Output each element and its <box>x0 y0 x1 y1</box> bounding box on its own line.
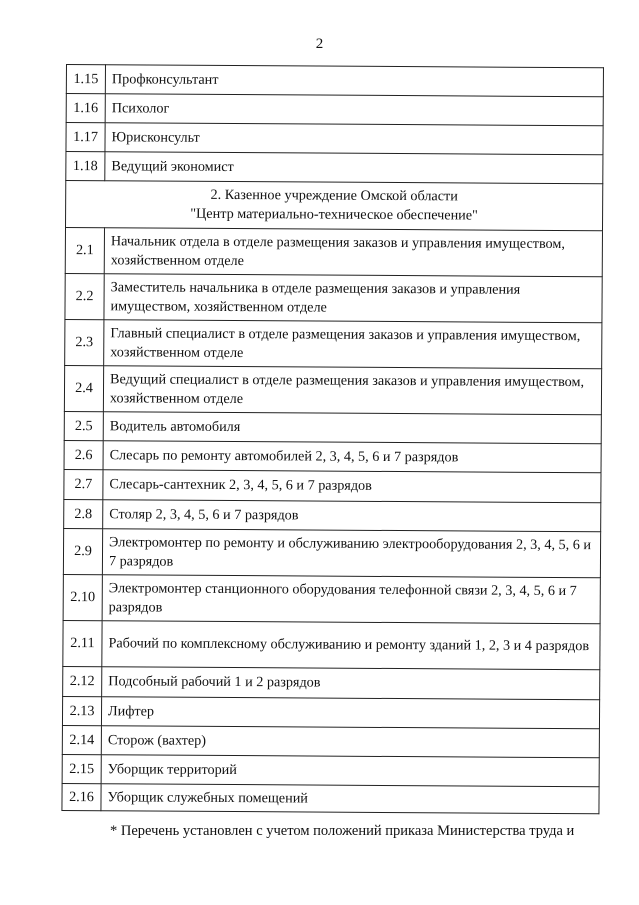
row-position-title: Электромонтер по ремонту и обслуживанию электрооборудования 2, 3, 4, 5, 6 и 7 разрядов <box>102 529 600 578</box>
table-row <box>65 319 602 368</box>
row-position-title: Подсобный рабочий 1 и 2 разрядов <box>102 667 600 700</box>
row-position-title: Слесарь по ремонту автомобилей 2, 3, 4, 5, 6 и 7 разрядов <box>103 441 601 473</box>
row-number: 2.6 <box>64 440 103 469</box>
row-position-title: Рабочий по комплексному обслуживанию и ремонту зданий 1, 2, 3 и 4 разрядов <box>102 621 600 670</box>
row-number: 2.2 <box>65 273 104 319</box>
row-position-title: Лифтер <box>101 697 599 729</box>
table-row <box>64 440 601 472</box>
row-number: 2.16 <box>62 783 101 810</box>
row-number: 2.4 <box>64 365 103 411</box>
row-position-title: Профконсультант <box>105 65 603 97</box>
row-number: 2.5 <box>64 411 103 440</box>
table-body-section-1 <box>66 65 604 184</box>
table-row <box>64 499 601 531</box>
table-row <box>62 725 599 757</box>
row-position-title: Уборщик служебных помещений <box>101 784 599 814</box>
row-position-title: Заместитель начальника в отделе размещения заказов и управления имуществом, хозяйственном отделе <box>104 274 602 323</box>
row-position-title: Начальник отдела в отделе размещения заказов и управления имуществом, хозяйственном отделе <box>104 228 602 277</box>
table-row <box>66 65 603 97</box>
table-row <box>63 666 600 699</box>
section-header-cell <box>66 181 603 231</box>
row-number: 2.8 <box>64 499 103 528</box>
row-number: 2.13 <box>62 696 101 725</box>
section-header-line1: 2. Казенное учреждение Омской области <box>210 186 458 205</box>
row-position-title: Уборщик территорий <box>101 755 599 787</box>
row-number: 2.15 <box>62 754 101 783</box>
row-position-title: Ведущий экономист <box>105 152 603 184</box>
table-row <box>66 152 603 184</box>
row-position-title: Юрисконсульт <box>105 123 603 155</box>
row-number: 1.15 <box>66 65 105 94</box>
row-number: 2.14 <box>62 725 101 754</box>
table-row <box>64 469 601 502</box>
section-header-line2: "Центр материально-техническое обеспечение" <box>190 205 478 224</box>
row-position-title: Ведущий специалист в отделе размещения заказов и управления имуществом, хозяйственном отделе <box>103 366 601 415</box>
row-number: 1.18 <box>66 152 105 181</box>
table-section-header <box>66 181 603 231</box>
table-row <box>63 528 600 577</box>
row-position-title: Психолог <box>105 94 603 126</box>
row-number: 2.1 <box>65 228 104 274</box>
table-row <box>62 783 599 813</box>
row-position-title: Главный специалист в отделе размещения заказов и управления имуществом, хозяйственном отделе <box>104 320 602 369</box>
table-row <box>66 94 603 126</box>
row-position-title: Столяр 2, 3, 4, 5, 6 и 7 разрядов <box>103 500 601 532</box>
table-row <box>63 574 600 623</box>
row-number: 2.12 <box>63 666 102 696</box>
row-number: 2.3 <box>65 319 104 365</box>
row-number: 2.9 <box>63 528 102 574</box>
table-row <box>62 696 599 728</box>
table-row <box>64 365 601 414</box>
row-position-title: Электромонтер станционного оборудования телефонной связи 2, 3, 4, 5, 6 и 7 разрядов <box>102 575 600 624</box>
table-row <box>65 228 602 277</box>
row-number: 2.11 <box>63 620 102 666</box>
row-position-title: Водитель автомобиля <box>103 412 601 444</box>
page-number: 2 <box>315 36 324 52</box>
row-number: 1.16 <box>66 94 105 123</box>
table-row <box>63 620 600 669</box>
row-number: 2.7 <box>64 469 103 499</box>
table-row <box>65 273 602 322</box>
row-position-title: Сторож (вахтер) <box>101 726 599 758</box>
row-number: 1.17 <box>66 123 105 152</box>
table-row <box>62 754 599 786</box>
row-number: 2.10 <box>63 574 102 620</box>
positions-table <box>61 64 604 814</box>
table-body-section-2 <box>62 228 603 814</box>
row-position-title: Слесарь-сантехник 2, 3, 4, 5, 6 и 7 разрядов <box>103 470 601 503</box>
footnote: * Перечень установлен с учетом положений приказа Министерства труда и <box>110 823 575 839</box>
section-header-row <box>66 181 603 231</box>
table-row <box>66 123 603 155</box>
table-row <box>64 411 601 443</box>
